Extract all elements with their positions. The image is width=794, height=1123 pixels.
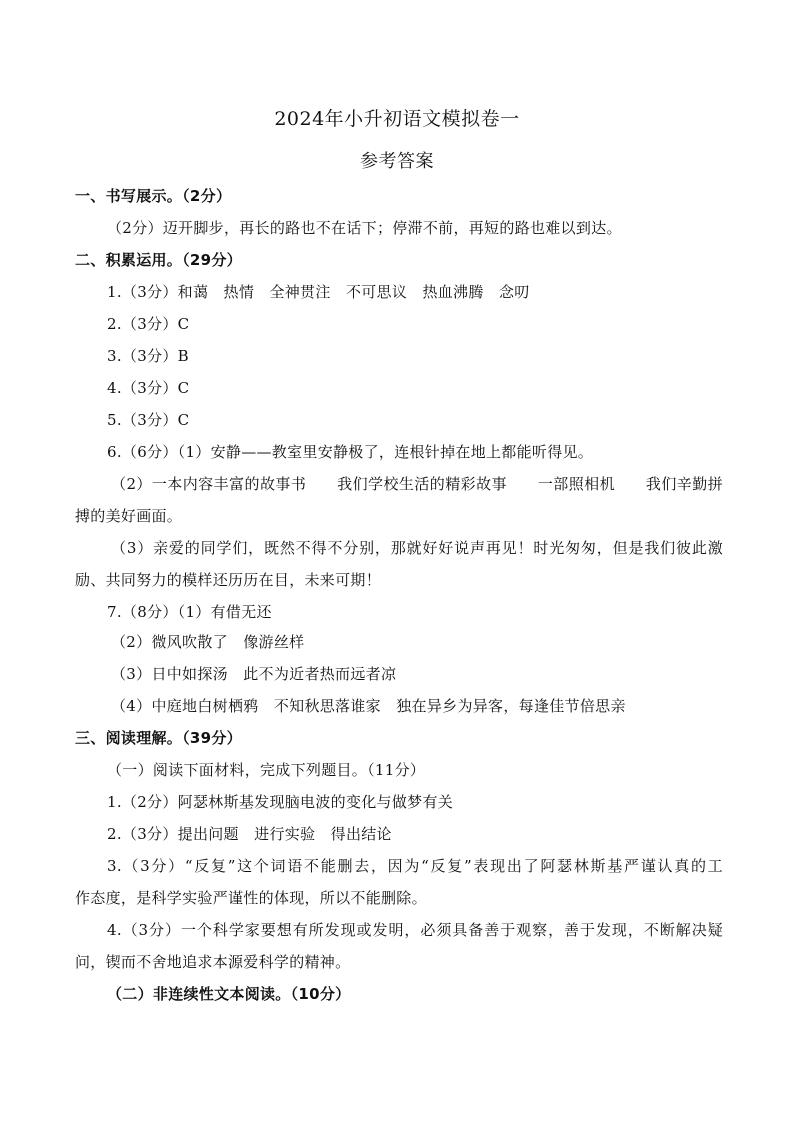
section-2-heading: 二、积累运用。（29分）	[75, 251, 242, 269]
s3-q3-line1: 3.（3分）“反复”这个词语不能删去，因为“反复”表现出了阿瑟林斯基严谨认真的工	[107, 857, 723, 875]
s3-q2-answer: 2.（3分）提出问题 进行实验 得出结论	[107, 825, 392, 843]
section-1-answer: （2分）迈开脚步，再长的路也不在话下；停滞不前，再短的路也难以到达。	[107, 219, 622, 237]
s2-q6-part1: 6.（6分）（1）安静——教室里安静极了，连根针掉在地上都能听得见。	[107, 443, 594, 461]
s2-q7-part1: 7.（8分）（1）有借无还	[107, 603, 272, 621]
s2-q7-part4: （4）中庭地白树栖鸦 不知秋思落谁家 独在异乡为异客，每逢佳节倍思亲	[111, 697, 626, 715]
s2-q4-answer: 4.（3分）C	[107, 379, 190, 397]
s2-q5-answer: 5.（3分）C	[107, 411, 190, 429]
s3-q4-line1: 4.（3分）一个科学家要想有所发现或发明，必须具备善于观察，善于发现，不断解决疑	[107, 921, 723, 939]
s2-q7-part2: （2）微风吹散了 像游丝样	[111, 633, 305, 651]
section-1-heading: 一、书写展示。（2分）	[75, 187, 232, 205]
section-3-heading: 三、阅读理解。（39分）	[75, 729, 242, 747]
s3-q1-answer: 1.（2分）阿瑟林斯基发现脑电波的变化与做梦有关	[107, 793, 454, 811]
s2-q6-part2-line2: 搏的美好画面。	[75, 507, 183, 525]
s2-q6-part3-line1: （3）亲爱的同学们，既然不得不分别，那就好好说声再见！时光匆匆，但是我们彼此激	[111, 539, 723, 557]
s3-part1-instruction: （一）阅读下面材料，完成下列题目。（11分）	[107, 761, 426, 779]
document-title: 2024年小升初语文模拟卷一	[274, 108, 520, 130]
s2-q2-answer: 2.（3分）C	[107, 315, 190, 333]
s2-q1-answer: 1.（3分）和蔼 热情 全神贯注 不可思议 热血沸腾 念叨	[107, 283, 530, 301]
s2-q3-answer: 3.（3分）B	[107, 347, 189, 365]
s2-q6-part3-line2: 励、共同努力的模样还历历在目，未来可期！	[75, 571, 382, 589]
document-subtitle: 参考答案	[360, 151, 434, 172]
s3-part2-heading: （二）非连续性文本阅读。（10分）	[107, 985, 351, 1003]
s2-q6-part2-line1: （2）一本内容丰富的故事书 我们学校生活的精彩故事 一部照相机 我们辛勤拼	[111, 475, 723, 493]
s3-q4-line2: 问，锲而不舍地追求本源爱科学的精神。	[75, 953, 351, 971]
s3-q3-line2: 作态度，是科学实验严谨性的体现，所以不能删除。	[75, 889, 427, 907]
s2-q7-part3: （3）日中如探汤 此不为近者热而远者凉	[111, 665, 397, 683]
